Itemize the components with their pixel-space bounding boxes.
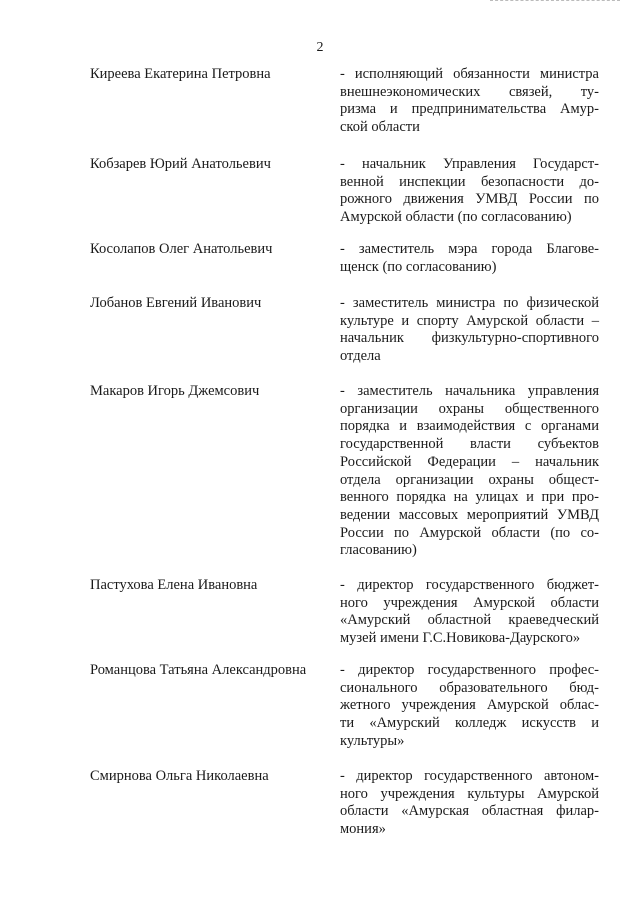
role-line: порядка и взаимодействия с органами bbox=[340, 418, 599, 435]
role-line: музей имени Г.С.Новикова-Даурского» bbox=[340, 630, 581, 647]
role-line: жетного учреждения Амурской облас- bbox=[340, 697, 599, 714]
member-name: Макаров Игорь Джемсович bbox=[90, 383, 260, 399]
member-name: Кобзарев Юрий Анатольевич bbox=[90, 156, 271, 172]
member-role bbox=[340, 241, 599, 276]
role-line: - исполняющий обязанности министра bbox=[340, 66, 599, 82]
role-line: - заместитель мэра города Благове- bbox=[340, 241, 599, 257]
role-line: культуре и спорту Амурской области – bbox=[340, 312, 599, 329]
role-line: - директор государственного бюджет- bbox=[340, 577, 599, 593]
role-line: Амурской области (по согласованию) bbox=[340, 209, 572, 226]
role-line: - начальник Управления Государст- bbox=[340, 156, 599, 172]
role-line: ного учреждения Амурской области bbox=[340, 594, 599, 611]
role-line: Российской Федерации – начальник bbox=[340, 453, 599, 470]
member-name: Смирнова Ольга Николаевна bbox=[90, 768, 269, 784]
member-role bbox=[340, 577, 599, 648]
role-line: - директор государственного профес- bbox=[340, 662, 599, 678]
role-line: культуры» bbox=[340, 732, 405, 749]
role-line: отдела bbox=[340, 348, 381, 365]
role-line: венного порядка на улицах и при про- bbox=[340, 489, 599, 506]
member-name: Косолапов Олег Анатольевич bbox=[90, 241, 273, 257]
member-role bbox=[340, 156, 599, 227]
member-role bbox=[340, 662, 599, 751]
member-role bbox=[340, 383, 599, 560]
role-line: венной инспекции безопасности до- bbox=[340, 173, 599, 190]
role-line: ти «Амурский колледж искусств и bbox=[340, 715, 599, 732]
role-line: ской области bbox=[340, 119, 420, 136]
member-name: Пастухова Елена Ивановна bbox=[90, 577, 258, 593]
role-line: - директор государственного автоном- bbox=[340, 768, 599, 784]
role-line: гласованию) bbox=[340, 542, 417, 559]
member-name: Лобанов Евгений Иванович bbox=[90, 295, 262, 311]
member-role bbox=[340, 66, 599, 137]
role-line: мония» bbox=[340, 821, 386, 838]
role-line: ризма и предпринимательства Амур- bbox=[340, 101, 599, 118]
page-number: 2 bbox=[316, 40, 324, 55]
role-line: щенск (по согласованию) bbox=[340, 258, 497, 275]
role-line: отдела организации охраны общест- bbox=[340, 471, 599, 488]
role-line: рожного движения УМВД России по bbox=[340, 191, 599, 208]
scan-marks bbox=[490, 0, 620, 5]
role-line: «Амурский областной краеведческий bbox=[340, 612, 599, 629]
member-name: Романцова Татьяна Александровна bbox=[90, 662, 307, 678]
role-line: России по Амурской области (по со- bbox=[340, 524, 599, 541]
role-line: области «Амурская областная филар- bbox=[340, 803, 599, 820]
role-line: начальник физкультурно-спортивного bbox=[340, 330, 599, 347]
role-line: внешнеэкономических связей, ту- bbox=[340, 83, 599, 100]
role-line: сионального образовательного бюд- bbox=[340, 679, 599, 696]
member-name: Киреева Екатерина Петровна bbox=[90, 66, 271, 82]
role-line: - заместитель начальника управления bbox=[340, 383, 599, 399]
role-line: ного учреждения культуры Амурской bbox=[340, 785, 599, 802]
member-role bbox=[340, 295, 599, 366]
role-line: государственной власти субъектов bbox=[340, 436, 599, 453]
role-line: ведении массовых мероприятий УМВД bbox=[340, 506, 599, 523]
role-line: - заместитель министра по физической bbox=[340, 295, 599, 311]
role-line: организации охраны общественного bbox=[340, 400, 599, 417]
member-role bbox=[340, 768, 599, 839]
